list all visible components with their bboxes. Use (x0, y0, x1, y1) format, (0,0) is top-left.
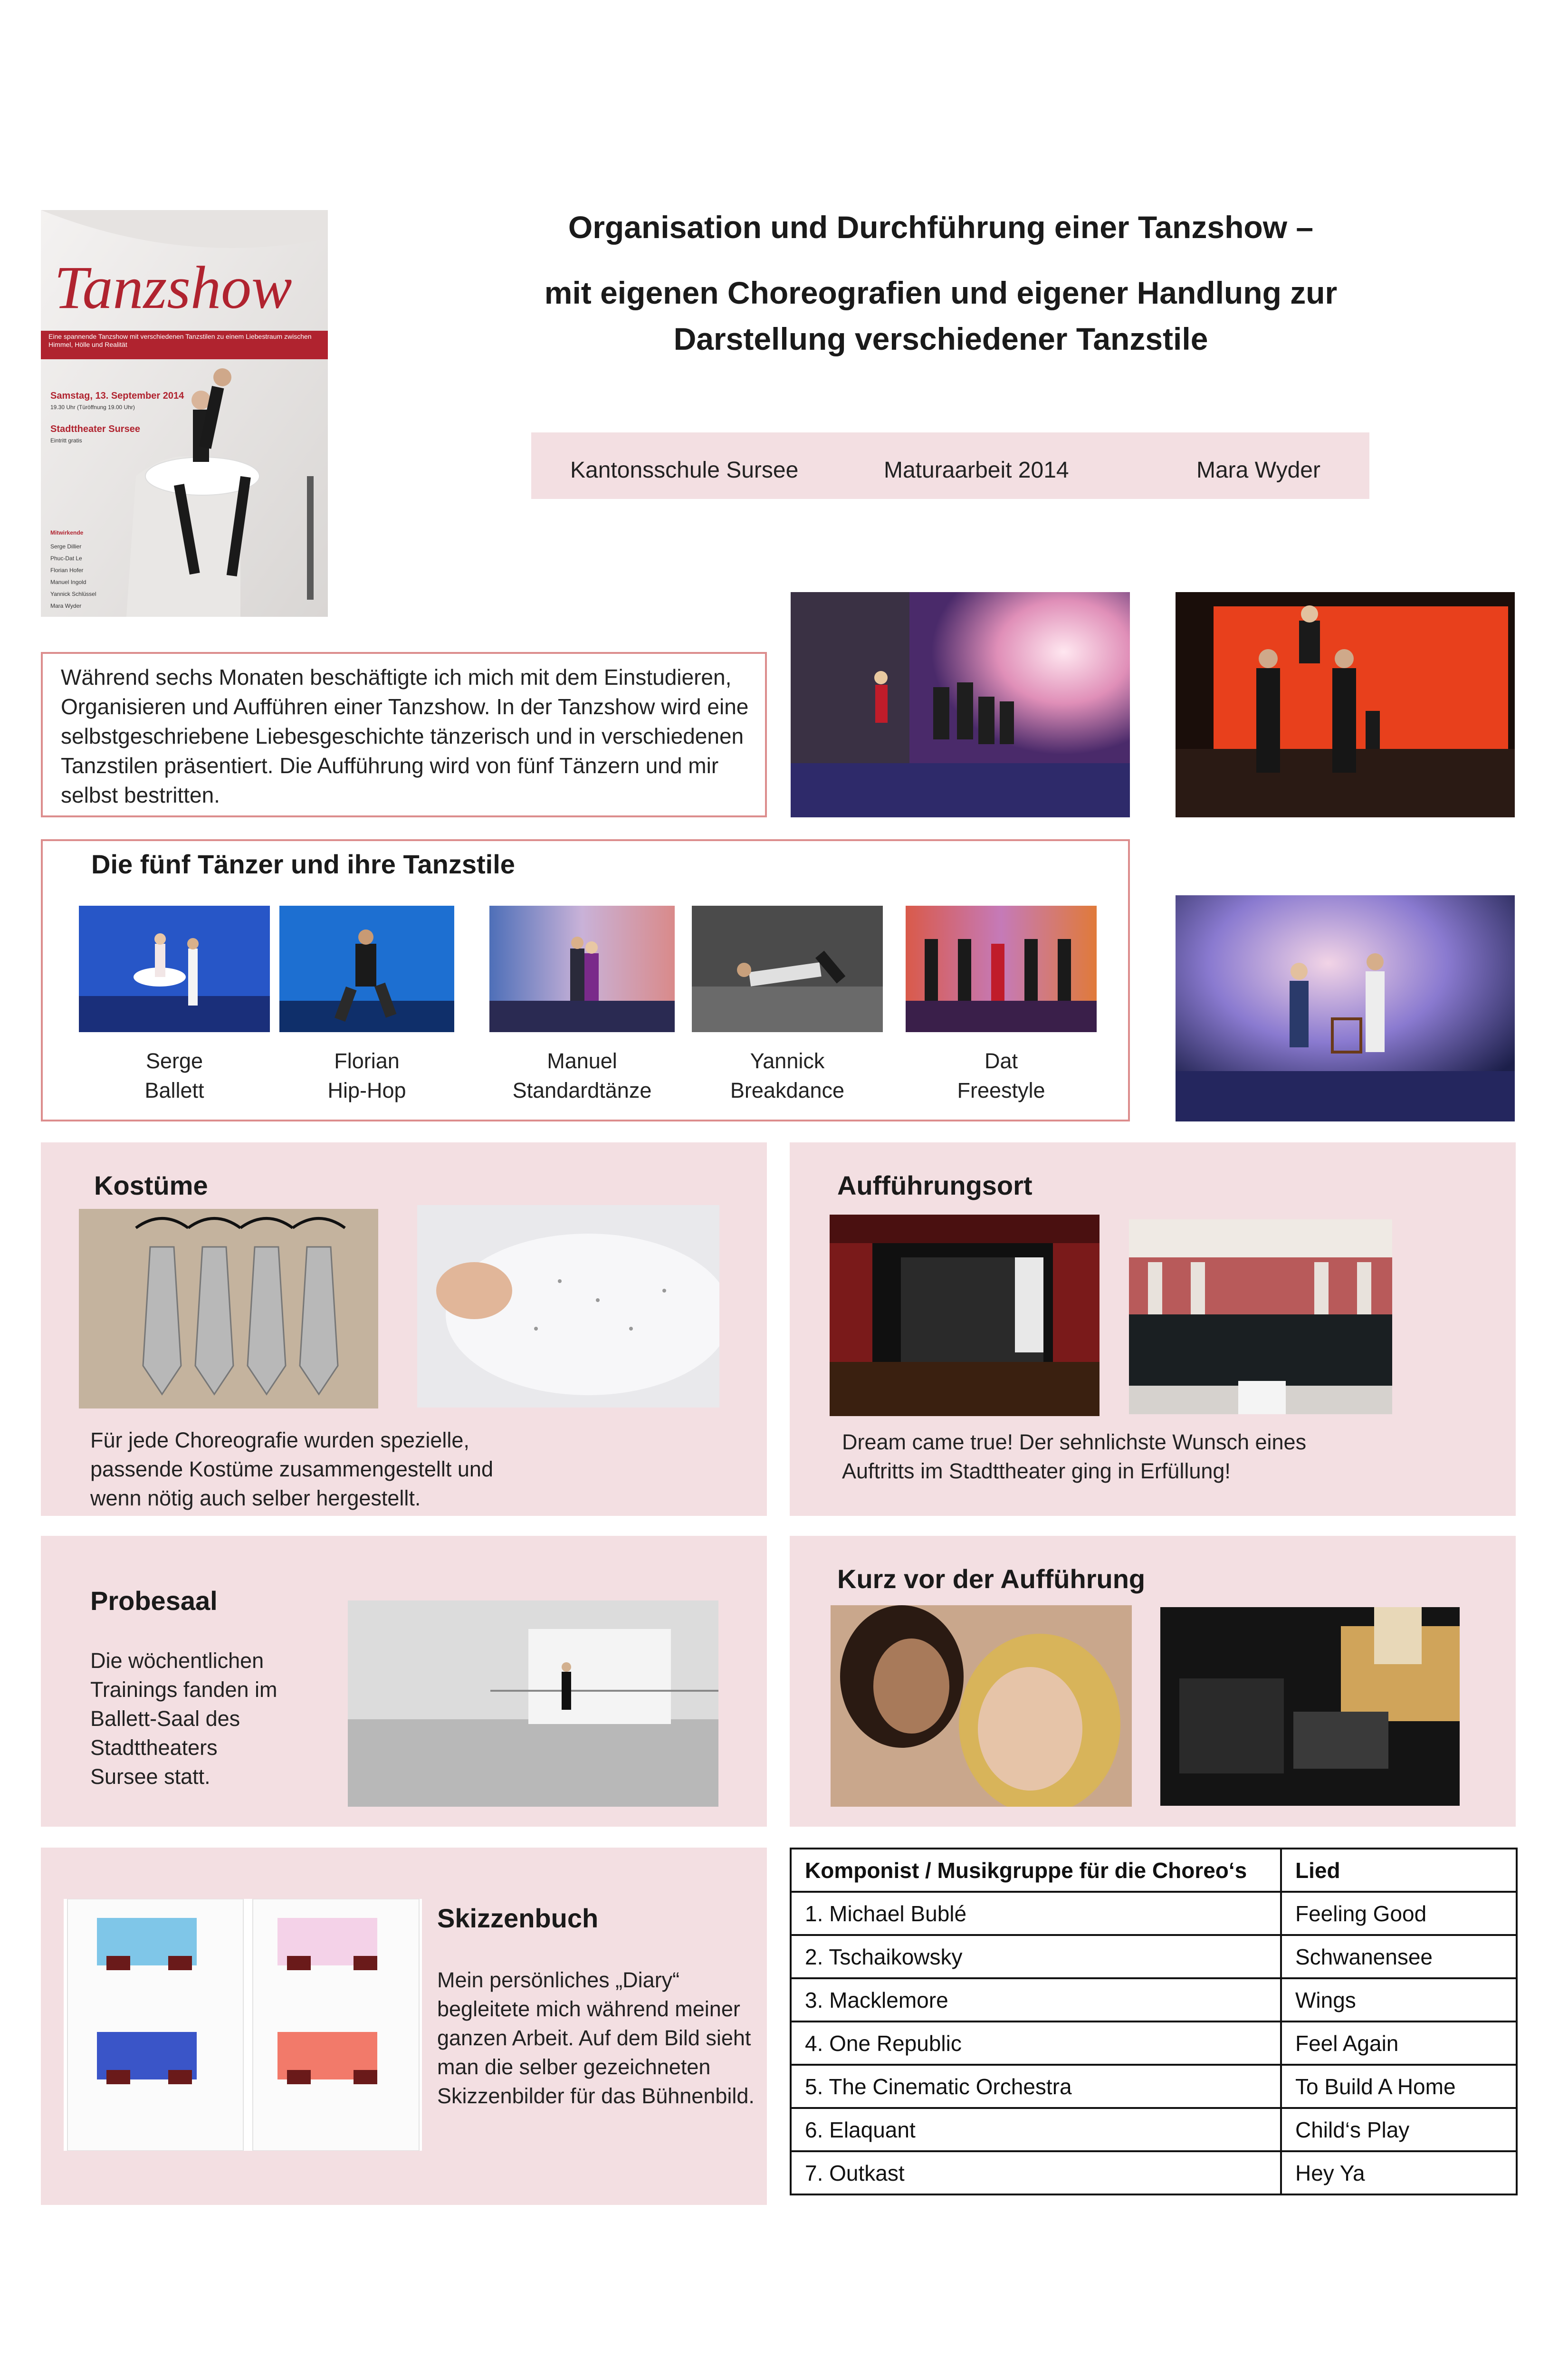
table-row (791, 2151, 1517, 2194)
artist-cell: 2. Tschaikowsky (791, 1935, 1281, 1978)
artist-cell: 7. Outkast (791, 2151, 1281, 2194)
page-title-line-2: mit eigenen Choreografien und eigener Handlung zur (544, 275, 1338, 310)
poster-cast-name: Phuc-Dat Le (50, 555, 82, 562)
dancer-caption-manuel (489, 1046, 675, 1105)
table-row (791, 2108, 1517, 2151)
poster-title: Tanzshow (54, 254, 292, 321)
poster-cast-name: Serge Dillier (50, 543, 82, 550)
stage-photo-purple (791, 592, 1130, 817)
work-type: Maturaarbeit 2014 (884, 458, 1069, 483)
dancer-photo-florian (279, 906, 454, 1032)
author-name: Mara Wyder (1196, 458, 1320, 483)
dancer-caption-dat (906, 1046, 1097, 1105)
dancer-name: Florian (334, 1049, 400, 1073)
song-cell: Child‘s Play (1281, 2108, 1517, 2151)
poster-cast-name: Florian Hofer (50, 567, 84, 574)
dancer-photo-dat (906, 906, 1097, 1032)
artist-cell: 1. Michael Bublé (791, 1892, 1281, 1935)
dancer-style: Hip-Hop (327, 1078, 406, 1102)
dancer-style: Ballett (144, 1078, 204, 1102)
poster-venue: Stadttheater Sursee (50, 424, 140, 434)
auffuehrungsort-heading: Aufführungsort (837, 1170, 1033, 1200)
kostueme-heading: Kostüme (94, 1170, 208, 1200)
sketchbook-photo (64, 1899, 422, 2151)
poster-cast-name: Yannick Schlüssel (50, 591, 96, 597)
poster-cast-heading: Mitwirkende (50, 529, 84, 536)
intro-text: Während sechs Monaten beschäftigte ich mich mit dem Einstudieren, Organisieren und Aufführen einer Tanzshow. In der Tanzshow wird eine selbstgeschriebene Liebesgeschichte tänzerisch und in verschiedenen Tanzstilen präsentiert. Die Aufführung wird von fünf Tänzern und mir selbst bestritten. (61, 665, 749, 807)
page-title-line-3: Darstellung verschiedener Tanzstile (673, 321, 1208, 356)
song-cell: To Build A Home (1281, 2065, 1517, 2108)
dancer-style: Breakdance (730, 1078, 845, 1102)
table-header-song: Lied (1281, 1849, 1517, 1892)
song-cell: Hey Ya (1281, 2151, 1517, 2194)
poster-entry: Eintritt gratis (50, 437, 82, 444)
song-cell: Feel Again (1281, 2022, 1517, 2065)
probesaal-heading: Probesaal (90, 1586, 218, 1616)
intro-box (41, 652, 767, 817)
page-title-line-1: Organisation und Durchführung einer Tanzshow – (568, 210, 1314, 245)
dancer-caption-serge (79, 1046, 270, 1105)
dancer-caption-florian (279, 1046, 454, 1105)
music-table (790, 1848, 1518, 2195)
song-cell: Schwanensee (1281, 1935, 1517, 1978)
costume-photo-tutu (417, 1205, 719, 1408)
dancer-caption-yannick (692, 1046, 883, 1105)
artist-cell: 5. The Cinematic Orchestra (791, 2065, 1281, 2108)
table-header-row (791, 1849, 1517, 1892)
auffuehrungsort-text: Dream came true! Der sehnlichste Wunsch eines Auftritts im Stadttheater ging in Erfüllung! (842, 1430, 1307, 1483)
theater-hall-photo (1129, 1219, 1392, 1414)
table-row (791, 2022, 1517, 2065)
poster-cast-name: Mara Wyder (50, 603, 82, 609)
dancer-style: Freestyle (957, 1078, 1045, 1102)
kurz-vor-heading: Kurz vor der Aufführung (837, 1564, 1146, 1594)
table-header-artist: Komponist / Musikgruppe für die Choreo‘s (791, 1849, 1281, 1892)
dancer-name: Serge (145, 1049, 203, 1073)
table-row (791, 1978, 1517, 2022)
rehearsal-room-photo (348, 1600, 718, 1807)
artist-cell: 6. Elaquant (791, 2108, 1281, 2151)
poster-cast-name: Manuel Ingold (50, 579, 86, 585)
dancer-photo-serge (79, 906, 270, 1032)
backstage-photo (1160, 1607, 1460, 1806)
artist-cell: 4. One Republic (791, 2022, 1281, 2065)
stage-photo-red (1176, 592, 1515, 817)
table-row (791, 1935, 1517, 1978)
poster-date: Samstag, 13. September 2014 (50, 391, 184, 401)
poster-times: 19.30 Uhr (Türöffnung 19.00 Uhr) (50, 404, 135, 411)
artist-cell: 3. Macklemore (791, 1978, 1281, 2022)
song-cell: Feeling Good (1281, 1892, 1517, 1935)
dancer-name: Dat (984, 1049, 1018, 1073)
school-name: Kantonsschule Sursee (570, 458, 799, 483)
dancer-photo-yannick (692, 906, 883, 1032)
costume-photo-ties (79, 1209, 378, 1408)
dancer-name: Yannick (750, 1049, 825, 1073)
info-bar (531, 432, 1369, 499)
poster-cast-list (50, 541, 96, 612)
dancer-style: Standardtänze (512, 1078, 652, 1102)
dancer-photo-manuel (489, 906, 675, 1032)
skizzenbuch-heading: Skizzenbuch (437, 1903, 599, 1933)
dancers-heading: Die fünf Tänzer und ihre Tanzstile (91, 849, 515, 879)
makeup-photo (831, 1605, 1132, 1807)
theater-stage-photo (830, 1215, 1100, 1416)
skizzenbuch-text: Mein persönliches „Diary“ begleitete mich während meiner ganzen Arbeit. Auf dem Bild sieht man die selber gezeichneten Skizzenbilder für das Bühnenbild. (437, 1968, 755, 2108)
event-poster (41, 210, 328, 617)
table-row (791, 2065, 1517, 2108)
kostueme-text: Für jede Choreografie wurden spezielle, passende Kostüme zusammengestellt und wenn nötig auch selber hergestellt. (90, 1428, 493, 1510)
song-cell: Wings (1281, 1978, 1517, 2022)
dancer-name: Manuel (547, 1049, 617, 1073)
table-row (791, 1892, 1517, 1935)
probesaal-text: Die wöchentlichen Trainings fanden im Ballett-Saal des Stadttheaters Sursee statt. (90, 1648, 277, 1789)
stage-photo-duo (1176, 895, 1515, 1121)
poster-subtitle: Eine spannende Tanzshow mit verschiedenen Tanzstilen zu einem Liebestraum zwischen Himmel, Hölle und Realität (48, 333, 312, 348)
